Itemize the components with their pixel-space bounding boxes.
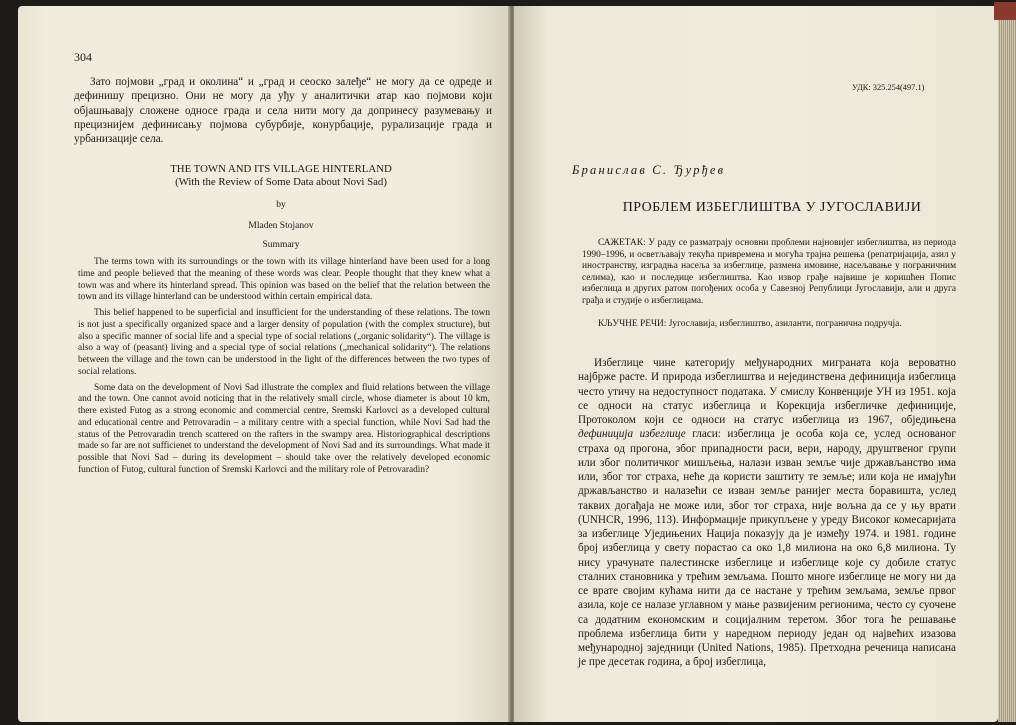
bookmark-ribbon bbox=[994, 2, 1016, 20]
body-italic-term: дефиниција избеглице bbox=[578, 428, 686, 441]
abstract-text: САЖЕТАК: У раду се разматрају основни проблеми најновијег избеглиштва, из периода 1990–1996, и осветљавају текућа привремена и могућа трајна решења (репатријација, азил у иностранству, изградња насеља за избеглице, размена имовине, насељавање у пограничним селима), као и последице избеглиштва. Као извор грађе највише је коришћен Попис избеглица и других ратом погођених особа у Савезној Републици Југославији, али и друга грађа и студије о избеглицама. bbox=[582, 238, 956, 306]
summary-paragraph: This belief happened to be superficial and insufficient for the understanding of these relations. The town is not just a specifically organized space and a larger density of population (with the complex structure), but also a specific manner of social life and a special type of social relations („organic solidarity“). The village is also a way of (peasant) living and a special type of social relations („mechanical solidarity“). The relations between the village and the town can be understood in the light of the differences between the two types of social relations. bbox=[78, 308, 490, 377]
summary-paragraph: Some data on the development of Novi Sad illustrate the complex and fluid relations between the village and the town. One cannot avoid noticing that in the relatively small circle, whose diameter is about 10 km, there existed Futog as a strong economic and commercial centre, Sremski Karlovci as a developed cultural and educational centre and Petrovaradin – a military centre with a special function, while Novi Sad had the status of the Petrovaradin trench scattered on the rafters in the swampy area. Historiographical descriptions made so far are not sufficienet to understand the development of Novi Sad and its surroundings. What made it possible that Novi Sad – during its development – should take over the relatively developed economic function of Futog, cultural function of Sremski Karlovci and the military role of Petrovaradin? bbox=[78, 382, 490, 475]
udk-code: УДК: 325.254(497.1) bbox=[852, 83, 925, 92]
article-body bbox=[578, 356, 956, 670]
article-author: Бранислав С. Ђурђев bbox=[572, 163, 726, 177]
article-paragraph bbox=[578, 356, 956, 670]
by-line: by bbox=[276, 200, 286, 210]
english-title-main: THE TOWN AND ITS VILLAGE HINTERLAND bbox=[170, 163, 392, 175]
summary-heading: Summary bbox=[262, 240, 300, 250]
english-title-sub: (With the Review of Some Data about Novi Sad) bbox=[175, 176, 387, 188]
article-title: ПРОБЛЕМ ИЗБЕГЛИШТВА У ЈУГОСЛАВИЈИ bbox=[622, 200, 922, 215]
page-edges bbox=[998, 6, 1016, 722]
summary-paragraph: The terms town with its surroundings or the town with its village hinterland have been used for a long time and people believed that the meaning of these words was clear. People thought that they knew what a town was and where its hinterland spread. This opinion was based on the belief that the relation between the town and its village hinterland can be understood within certain empirical data. bbox=[78, 257, 490, 303]
summary-body bbox=[78, 257, 490, 481]
english-title bbox=[74, 163, 488, 189]
abstract bbox=[582, 238, 956, 307]
intro-paragraph bbox=[74, 75, 492, 146]
intro-text: Зато појмови „град и околина“ и „град и сеоско залеђе“ не могу да се одреде и дефинишу прецизно. Они не могу да уђу у аналитички атар као појмови који објашњавају сложене односе града и села нити могу да допринесу разумевању и прецизнијем дефинисању појмова субурбије, конурбације, рурализације града и урбанизације села. bbox=[74, 76, 492, 146]
page-number: 304 bbox=[74, 50, 92, 64]
body-text-part2: гласи: избеглица је особа која се, услед основаног страха од прогона, због припадности раси, вери, народу, друштвеног групи или због политичког мишљења, налази изван земље чије држављанство има или, због тог страха, неће да користи заштиту те земље; или која не имајући држављанство и налазећи се изван земље ранијег места боравишта, услед таквих догађаја не може или, због тог страха, није вољна да се у њу врати (UNHCR, 1996, 113). Информације прикупљене у уреду Високог комесаријата за избеглице Уједињених Нација показују да је између 1974. и 1981. године број избеглица у свету порастао са око 1,8 милиона на око 6,8 милиона. Ту нису урачунате палестинске избеглице и избеглице које су добиле статус сталних становника у трећим земљама. Пошто многе избеглице не могу ни да се врате својим кућама нити да се настане у трећим земљама, земље првог азила, које се налазе углавном у мање развијеним регионима, често су суочене са додатним економским и социјалним теретом. Због тога ће решавање проблема избеглица бити у наредном периоду један од највећих изазова међународној заједници (United Nations, 1985). Претходна реченица написана је пре десетак година, а број избеглица, bbox=[578, 428, 956, 669]
summary-author: Mladen Stojanov bbox=[248, 221, 314, 231]
body-text-part1: Избеглице чине категорију међународних миграната која вероватно најбрже расте. И природа избеглиштва и нејединствена дефиниција избеглица често утичу на недоступност података. У смислу Конвенције УН из 1951. која се односи на статус избеглица и Корекција избегличке дефиниције, Протоколом који се односи на статус избеглица из 1967, обједињена bbox=[578, 357, 956, 426]
keywords: КЉУЧНЕ РЕЧИ: Југославија, избеглиштво, азиланти, погранична подручја. bbox=[598, 319, 902, 329]
